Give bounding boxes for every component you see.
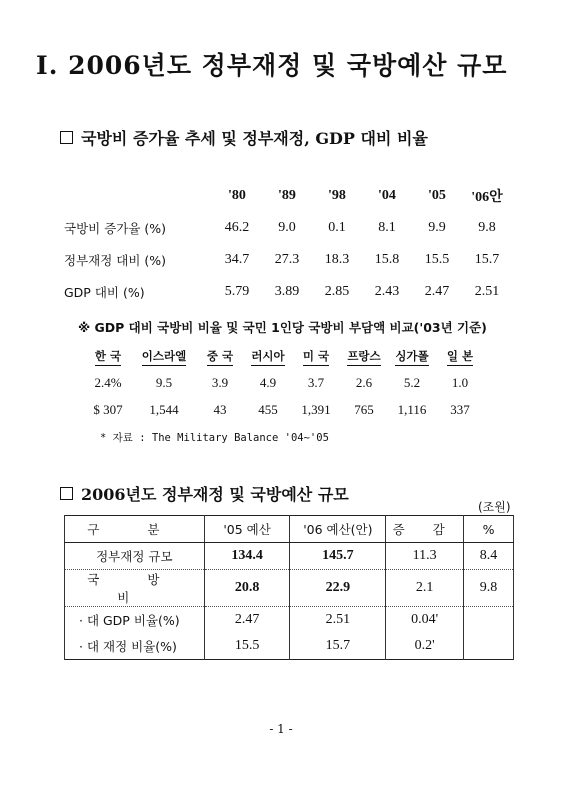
year-header: '80	[228, 188, 246, 203]
per-capita-cell: 337	[450, 401, 470, 417]
value-cell: 2.85	[324, 284, 350, 299]
per-capita-cell: 455	[258, 401, 278, 417]
value-cell: 9.8	[464, 570, 514, 607]
table-row	[65, 543, 514, 570]
value-cell: 11.3	[386, 543, 464, 570]
value-cell: 8.1	[378, 220, 396, 235]
value-cell: 18.3	[324, 252, 350, 267]
table-row	[65, 633, 514, 660]
year-header: '06안	[471, 190, 503, 205]
value-cell: 15.7	[474, 252, 500, 267]
value-cell: 9.0	[278, 220, 296, 235]
value-cell: 2.51	[474, 284, 500, 299]
section1-heading-text: 국방비 증가율 추세 및 정부재정, GDP 대비 비율	[81, 129, 428, 148]
trend-table	[64, 180, 514, 308]
ratio-cell: 2.4%	[94, 374, 122, 390]
per-capita-cell: 765	[354, 401, 374, 417]
country-header: 러시아	[244, 348, 292, 364]
country-header: 미 국	[292, 348, 340, 364]
per-capita-row	[84, 396, 484, 423]
value-cell: 9.8	[478, 220, 496, 235]
header-cell: 구 분	[65, 516, 205, 543]
country-header: 프랑스	[340, 348, 388, 364]
ratio-cell: 5.2	[403, 374, 421, 390]
ratio-row	[84, 369, 484, 396]
per-capita-cell: 1,116	[397, 401, 427, 417]
value-cell: 2.1	[386, 570, 464, 607]
header-cell: '06 예산(안)	[290, 516, 386, 543]
value-cell: 2.51	[290, 607, 386, 634]
year-header: '98	[328, 188, 346, 203]
row-label: · 대 GDP 비율(%)	[65, 607, 205, 634]
budget-header-row	[65, 516, 514, 543]
value-cell: 2.47	[424, 284, 450, 299]
ratio-cell: 3.7	[307, 374, 325, 390]
source-note: * 자료 : The Military Balance '04~'05	[100, 432, 329, 444]
row-label: 정부재정 규모	[65, 543, 205, 570]
ratio-cell: 4.9	[259, 374, 277, 390]
year-header: '89	[278, 188, 296, 203]
section2-heading	[60, 482, 349, 505]
trend-row	[64, 276, 514, 308]
page-title: Ⅰ. 2006년도 정부재정 및 국방예산 규모	[36, 51, 508, 80]
table-row	[65, 570, 514, 607]
country-header: 중 국	[196, 348, 244, 364]
row-label: 국방비 증가율 (%)	[64, 221, 167, 236]
year-header: '04	[378, 188, 396, 203]
row-label: · 대 재정 비율(%)	[65, 633, 205, 660]
year-header: '05	[428, 188, 446, 203]
value-cell: 15.8	[374, 252, 400, 267]
value-cell: 5.79	[224, 284, 250, 299]
section1-heading	[60, 126, 428, 149]
value-cell: 3.89	[274, 284, 300, 299]
comparison-table	[84, 342, 484, 423]
checkbox-icon	[60, 487, 73, 500]
value-cell: 0.1	[328, 220, 346, 235]
country-header: 일 본	[436, 348, 484, 364]
value-cell	[464, 607, 514, 634]
section2-heading-text: 2006년도 정부재정 및 국방예산 규모	[81, 485, 349, 504]
value-cell: 22.9	[290, 570, 386, 607]
value-cell: 27.3	[274, 252, 300, 267]
value-cell: 15.7	[290, 633, 386, 660]
comparison-note: ※ GDP 대비 국방비 비율 및 국민 1인당 국방비 부담액 비교('03년 기준)	[78, 320, 487, 335]
ratio-cell: 3.9	[211, 374, 229, 390]
value-cell: 15.5	[424, 252, 450, 267]
table-row	[65, 607, 514, 634]
trend-header-row	[64, 180, 514, 212]
row-label: GDP 대비 (%)	[64, 285, 145, 300]
header-cell: '05 예산	[204, 516, 290, 543]
value-cell: 46.2	[224, 220, 250, 235]
unit-label: (조원)	[478, 500, 511, 514]
value-cell	[464, 633, 514, 660]
budget-table	[64, 515, 514, 660]
value-cell: 9.9	[428, 220, 446, 235]
country-header-row	[84, 342, 484, 369]
row-label: 국 방 비	[65, 570, 205, 607]
row-label: 정부재정 대비 (%)	[64, 253, 167, 268]
ratio-cell: 9.5	[155, 374, 173, 390]
country-header: 이스라엘	[132, 348, 196, 364]
value-cell: 8.4	[464, 543, 514, 570]
value-cell: 0.04'	[386, 607, 464, 634]
header-cell: %	[464, 516, 514, 543]
page-number: - 1 -	[269, 722, 293, 736]
value-cell: 134.4	[204, 543, 290, 570]
value-cell: 20.8	[204, 570, 290, 607]
trend-row	[64, 244, 514, 276]
per-capita-cell: $ 307	[93, 401, 123, 417]
value-cell: 145.7	[290, 543, 386, 570]
country-header: 한 국	[84, 348, 132, 364]
ratio-cell: 1.0	[451, 374, 469, 390]
ratio-cell: 2.6	[355, 374, 373, 390]
trend-row	[64, 212, 514, 244]
value-cell: 2.47	[204, 607, 290, 634]
checkbox-icon	[60, 131, 73, 144]
per-capita-cell: 1,391	[301, 401, 331, 417]
value-cell: 0.2'	[386, 633, 464, 660]
value-cell: 2.43	[374, 284, 400, 299]
value-cell: 15.5	[204, 633, 290, 660]
value-cell: 34.7	[224, 252, 250, 267]
per-capita-cell: 1,544	[149, 401, 179, 417]
header-cell: 증 감	[386, 516, 464, 543]
country-header: 싱가폴	[388, 348, 436, 364]
per-capita-cell: 43	[213, 401, 227, 417]
